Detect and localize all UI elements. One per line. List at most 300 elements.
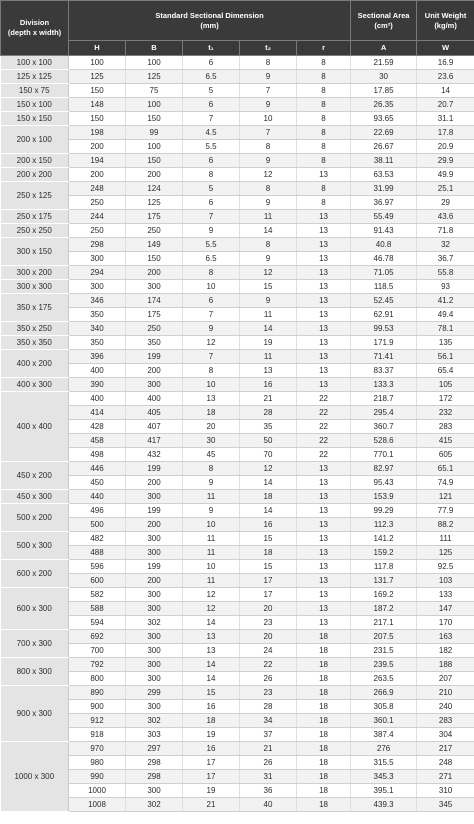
cell-h: 150 xyxy=(69,84,126,98)
cell-b: 100 xyxy=(126,140,183,154)
division-cell: 150 x 150 xyxy=(1,112,69,126)
cell-r: 13 xyxy=(297,210,351,224)
col-header-w: W xyxy=(417,41,474,56)
col-header-t2: t₂ xyxy=(240,41,297,56)
table-row xyxy=(1,210,474,224)
cell-b: 124 xyxy=(126,182,183,196)
cell-t2: 20 xyxy=(240,602,297,616)
table-row xyxy=(1,672,474,686)
cell-h: 390 xyxy=(69,378,126,392)
cell-t2: 8 xyxy=(240,140,297,154)
cell-h: 496 xyxy=(69,504,126,518)
cell-r: 13 xyxy=(297,350,351,364)
division-cell: 400 x 400 xyxy=(1,392,69,462)
cell-b: 150 xyxy=(126,252,183,266)
cell-t1: 17 xyxy=(183,756,240,770)
cell-h: 918 xyxy=(69,728,126,742)
cell-r: 13 xyxy=(297,238,351,252)
cell-t1: 7 xyxy=(183,350,240,364)
cell-a: 360.7 xyxy=(351,420,417,434)
col-header-t1: t₁ xyxy=(183,41,240,56)
cell-r: 8 xyxy=(297,154,351,168)
cell-w: 172 xyxy=(417,392,474,406)
cell-w: 77.9 xyxy=(417,504,474,518)
cell-a: 169.2 xyxy=(351,588,417,602)
cell-b: 300 xyxy=(126,672,183,686)
cell-h: 912 xyxy=(69,714,126,728)
cell-t2: 26 xyxy=(240,672,297,686)
cell-t1: 9 xyxy=(183,224,240,238)
table-row xyxy=(1,462,474,476)
cell-b: 300 xyxy=(126,700,183,714)
cell-w: 36.7 xyxy=(417,252,474,266)
cell-t1: 6 xyxy=(183,196,240,210)
cell-r: 13 xyxy=(297,490,351,504)
cell-b: 298 xyxy=(126,770,183,784)
cell-r: 22 xyxy=(297,448,351,462)
cell-t2: 15 xyxy=(240,560,297,574)
cell-b: 250 xyxy=(126,224,183,238)
division-cell: 150 x 100 xyxy=(1,98,69,112)
table-row xyxy=(1,168,474,182)
cell-b: 100 xyxy=(126,98,183,112)
cell-w: 65.1 xyxy=(417,462,474,476)
cell-h: 990 xyxy=(69,770,126,784)
cell-h: 298 xyxy=(69,238,126,252)
cell-t1: 6 xyxy=(183,154,240,168)
cell-h: 482 xyxy=(69,532,126,546)
cell-r: 13 xyxy=(297,616,351,630)
cell-a: 117.8 xyxy=(351,560,417,574)
cell-w: 65.4 xyxy=(417,364,474,378)
table-row xyxy=(1,252,474,266)
cell-r: 8 xyxy=(297,56,351,70)
cell-w: 111 xyxy=(417,532,474,546)
cell-w: 103 xyxy=(417,574,474,588)
cell-t2: 12 xyxy=(240,462,297,476)
cell-h: 458 xyxy=(69,434,126,448)
cell-t1: 8 xyxy=(183,266,240,280)
cell-a: 239.5 xyxy=(351,658,417,672)
cell-t2: 37 xyxy=(240,728,297,742)
cell-h: 446 xyxy=(69,462,126,476)
cell-h: 200 xyxy=(69,168,126,182)
cell-b: 432 xyxy=(126,448,183,462)
cell-a: 263.5 xyxy=(351,672,417,686)
col-header-h: H xyxy=(69,41,126,56)
cell-t2: 8 xyxy=(240,238,297,252)
cell-b: 199 xyxy=(126,560,183,574)
table-row xyxy=(1,546,474,560)
table-row xyxy=(1,448,474,462)
cell-a: 83.37 xyxy=(351,364,417,378)
cell-a: 62.91 xyxy=(351,308,417,322)
cell-a: 218.7 xyxy=(351,392,417,406)
table-row xyxy=(1,350,474,364)
cell-h: 800 xyxy=(69,672,126,686)
cell-w: 92.5 xyxy=(417,560,474,574)
cell-a: 91.43 xyxy=(351,224,417,238)
cell-a: 295.4 xyxy=(351,406,417,420)
cell-t2: 18 xyxy=(240,490,297,504)
table-row xyxy=(1,420,474,434)
table-row xyxy=(1,84,474,98)
cell-t2: 9 xyxy=(240,196,297,210)
cell-b: 75 xyxy=(126,84,183,98)
cell-t1: 6 xyxy=(183,294,240,308)
cell-t2: 15 xyxy=(240,280,297,294)
cell-w: 283 xyxy=(417,420,474,434)
division-cell: 150 x 75 xyxy=(1,84,69,98)
cell-b: 300 xyxy=(126,532,183,546)
table-row xyxy=(1,560,474,574)
cell-t2: 13 xyxy=(240,364,297,378)
division-cell: 350 x 250 xyxy=(1,322,69,336)
cell-t1: 19 xyxy=(183,784,240,798)
table-row xyxy=(1,70,474,84)
division-cell: 200 x 200 xyxy=(1,168,69,182)
cell-a: 36.97 xyxy=(351,196,417,210)
table-row xyxy=(1,602,474,616)
cell-t2: 24 xyxy=(240,644,297,658)
cell-b: 417 xyxy=(126,434,183,448)
cell-b: 300 xyxy=(126,378,183,392)
cell-a: 395.1 xyxy=(351,784,417,798)
cell-w: 121 xyxy=(417,490,474,504)
cell-r: 22 xyxy=(297,392,351,406)
cell-t1: 11 xyxy=(183,546,240,560)
cell-b: 150 xyxy=(126,154,183,168)
cell-t2: 50 xyxy=(240,434,297,448)
cell-r: 13 xyxy=(297,476,351,490)
cell-r: 8 xyxy=(297,126,351,140)
cell-a: 99.29 xyxy=(351,504,417,518)
cell-t1: 18 xyxy=(183,406,240,420)
cell-w: 74.9 xyxy=(417,476,474,490)
cell-r: 8 xyxy=(297,196,351,210)
table-row xyxy=(1,630,474,644)
cell-b: 350 xyxy=(126,336,183,350)
cell-t1: 6.5 xyxy=(183,70,240,84)
cell-t2: 8 xyxy=(240,182,297,196)
table-row xyxy=(1,364,474,378)
cell-b: 302 xyxy=(126,714,183,728)
division-cell: 800 x 300 xyxy=(1,658,69,686)
cell-b: 199 xyxy=(126,350,183,364)
cell-w: 283 xyxy=(417,714,474,728)
cell-t2: 19 xyxy=(240,336,297,350)
cell-w: 31.1 xyxy=(417,112,474,126)
cell-b: 200 xyxy=(126,266,183,280)
cell-h: 250 xyxy=(69,224,126,238)
cell-r: 8 xyxy=(297,140,351,154)
cell-t1: 10 xyxy=(183,378,240,392)
cell-b: 407 xyxy=(126,420,183,434)
cell-b: 200 xyxy=(126,364,183,378)
table-row xyxy=(1,336,474,350)
cell-t2: 40 xyxy=(240,798,297,812)
cell-r: 13 xyxy=(297,588,351,602)
cell-t2: 12 xyxy=(240,168,297,182)
cell-t1: 13 xyxy=(183,630,240,644)
cell-w: 170 xyxy=(417,616,474,630)
cell-r: 8 xyxy=(297,70,351,84)
cell-a: 46.78 xyxy=(351,252,417,266)
cell-t2: 9 xyxy=(240,252,297,266)
cell-b: 302 xyxy=(126,616,183,630)
cell-w: 133 xyxy=(417,588,474,602)
cell-t1: 19 xyxy=(183,728,240,742)
cell-h: 900 xyxy=(69,700,126,714)
cell-t1: 11 xyxy=(183,490,240,504)
cell-h: 400 xyxy=(69,392,126,406)
table-row xyxy=(1,238,474,252)
cell-t2: 11 xyxy=(240,210,297,224)
cell-a: 71.41 xyxy=(351,350,417,364)
cell-b: 150 xyxy=(126,112,183,126)
division-cell: 900 x 300 xyxy=(1,686,69,742)
cell-t2: 17 xyxy=(240,574,297,588)
cell-r: 18 xyxy=(297,798,351,812)
cell-t1: 14 xyxy=(183,616,240,630)
cell-w: 93 xyxy=(417,280,474,294)
cell-h: 396 xyxy=(69,350,126,364)
cell-t1: 15 xyxy=(183,686,240,700)
table-row xyxy=(1,378,474,392)
cell-h: 350 xyxy=(69,308,126,322)
cell-w: 49.4 xyxy=(417,308,474,322)
cell-a: 439.3 xyxy=(351,798,417,812)
cell-h: 200 xyxy=(69,140,126,154)
table-row xyxy=(1,224,474,238)
cell-b: 300 xyxy=(126,280,183,294)
cell-a: 17.85 xyxy=(351,84,417,98)
cell-w: 135 xyxy=(417,336,474,350)
cell-t2: 9 xyxy=(240,70,297,84)
cell-b: 125 xyxy=(126,196,183,210)
cell-t1: 5.5 xyxy=(183,238,240,252)
cell-b: 199 xyxy=(126,462,183,476)
cell-w: 17.8 xyxy=(417,126,474,140)
cell-r: 13 xyxy=(297,546,351,560)
cell-b: 302 xyxy=(126,798,183,812)
cell-r: 13 xyxy=(297,224,351,238)
cell-r: 8 xyxy=(297,98,351,112)
cell-t1: 9 xyxy=(183,322,240,336)
cell-w: 415 xyxy=(417,434,474,448)
cell-a: 30 xyxy=(351,70,417,84)
cell-w: 55.8 xyxy=(417,266,474,280)
table-row xyxy=(1,294,474,308)
cell-t2: 70 xyxy=(240,448,297,462)
cell-h: 692 xyxy=(69,630,126,644)
cell-w: 217 xyxy=(417,742,474,756)
cell-r: 18 xyxy=(297,784,351,798)
cell-r: 8 xyxy=(297,182,351,196)
table-row xyxy=(1,574,474,588)
division-cell: 300 x 150 xyxy=(1,238,69,266)
cell-t2: 16 xyxy=(240,378,297,392)
cell-w: 29 xyxy=(417,196,474,210)
cell-a: 153.9 xyxy=(351,490,417,504)
cell-a: 118.5 xyxy=(351,280,417,294)
cell-h: 596 xyxy=(69,560,126,574)
table-row xyxy=(1,406,474,420)
cell-h: 450 xyxy=(69,476,126,490)
cell-t1: 13 xyxy=(183,392,240,406)
cell-t1: 8 xyxy=(183,168,240,182)
cell-w: 232 xyxy=(417,406,474,420)
cell-t1: 8 xyxy=(183,462,240,476)
cell-w: 345 xyxy=(417,798,474,812)
cell-a: 131.7 xyxy=(351,574,417,588)
table-row xyxy=(1,742,474,756)
table-row xyxy=(1,280,474,294)
cell-r: 22 xyxy=(297,406,351,420)
table-row xyxy=(1,658,474,672)
cell-b: 199 xyxy=(126,504,183,518)
cell-r: 13 xyxy=(297,252,351,266)
cell-t1: 6 xyxy=(183,56,240,70)
cell-h: 125 xyxy=(69,70,126,84)
cell-r: 13 xyxy=(297,532,351,546)
division-cell: 600 x 200 xyxy=(1,560,69,588)
cell-a: 71.05 xyxy=(351,266,417,280)
cell-t2: 9 xyxy=(240,98,297,112)
cell-r: 18 xyxy=(297,672,351,686)
cell-t2: 20 xyxy=(240,630,297,644)
cell-h: 244 xyxy=(69,210,126,224)
cell-r: 13 xyxy=(297,504,351,518)
table-row xyxy=(1,686,474,700)
cell-t2: 21 xyxy=(240,392,297,406)
cell-t2: 7 xyxy=(240,84,297,98)
cell-t1: 6.5 xyxy=(183,252,240,266)
cell-t2: 28 xyxy=(240,406,297,420)
table-row xyxy=(1,756,474,770)
cell-r: 18 xyxy=(297,728,351,742)
table-row xyxy=(1,140,474,154)
cell-a: 345.3 xyxy=(351,770,417,784)
cell-t1: 5.5 xyxy=(183,140,240,154)
cell-r: 13 xyxy=(297,322,351,336)
division-cell: 450 x 300 xyxy=(1,490,69,504)
col-header-r: r xyxy=(297,41,351,56)
cell-w: 147 xyxy=(417,602,474,616)
cell-b: 200 xyxy=(126,476,183,490)
cell-h: 248 xyxy=(69,182,126,196)
cell-r: 13 xyxy=(297,280,351,294)
cell-t2: 23 xyxy=(240,686,297,700)
cell-h: 428 xyxy=(69,420,126,434)
table-row xyxy=(1,126,474,140)
cell-h: 890 xyxy=(69,686,126,700)
cell-h: 1000 xyxy=(69,784,126,798)
table-row xyxy=(1,322,474,336)
cell-a: 276 xyxy=(351,742,417,756)
table-row xyxy=(1,392,474,406)
cell-t2: 9 xyxy=(240,154,297,168)
division-cell: 450 x 200 xyxy=(1,462,69,490)
cell-a: 315.5 xyxy=(351,756,417,770)
cell-w: 49.9 xyxy=(417,168,474,182)
table-row xyxy=(1,518,474,532)
table-row xyxy=(1,98,474,112)
cell-b: 175 xyxy=(126,210,183,224)
cell-t2: 31 xyxy=(240,770,297,784)
division-cell: 250 x 175 xyxy=(1,210,69,224)
cell-r: 18 xyxy=(297,700,351,714)
cell-a: 99.53 xyxy=(351,322,417,336)
cell-w: 23.6 xyxy=(417,70,474,84)
cell-b: 250 xyxy=(126,322,183,336)
cell-b: 300 xyxy=(126,588,183,602)
cell-r: 13 xyxy=(297,308,351,322)
cell-h: 588 xyxy=(69,602,126,616)
cell-h: 970 xyxy=(69,742,126,756)
cell-a: 93.65 xyxy=(351,112,417,126)
cell-t1: 16 xyxy=(183,700,240,714)
cell-t1: 12 xyxy=(183,336,240,350)
cell-b: 297 xyxy=(126,742,183,756)
division-cell: 250 x 250 xyxy=(1,224,69,238)
division-cell: 500 x 300 xyxy=(1,532,69,560)
cell-r: 13 xyxy=(297,294,351,308)
cell-w: 78.1 xyxy=(417,322,474,336)
cell-t2: 8 xyxy=(240,56,297,70)
cell-r: 8 xyxy=(297,112,351,126)
division-cell: 125 x 125 xyxy=(1,70,69,84)
table-row xyxy=(1,714,474,728)
cell-w: 20.9 xyxy=(417,140,474,154)
cell-t1: 7 xyxy=(183,210,240,224)
table-row xyxy=(1,700,474,714)
cell-a: 159.2 xyxy=(351,546,417,560)
table-row xyxy=(1,490,474,504)
cell-h: 300 xyxy=(69,252,126,266)
cell-b: 300 xyxy=(126,602,183,616)
cell-w: 41.2 xyxy=(417,294,474,308)
cell-r: 18 xyxy=(297,742,351,756)
cell-w: 88.2 xyxy=(417,518,474,532)
cell-a: 82.97 xyxy=(351,462,417,476)
cell-h: 440 xyxy=(69,490,126,504)
cell-t2: 12 xyxy=(240,266,297,280)
division-cell: 350 x 350 xyxy=(1,336,69,350)
cell-t2: 11 xyxy=(240,308,297,322)
cell-t1: 14 xyxy=(183,672,240,686)
cell-r: 13 xyxy=(297,266,351,280)
cell-b: 200 xyxy=(126,168,183,182)
cell-t2: 10 xyxy=(240,112,297,126)
cell-b: 303 xyxy=(126,728,183,742)
cell-t1: 6 xyxy=(183,98,240,112)
cell-r: 13 xyxy=(297,574,351,588)
cell-t2: 14 xyxy=(240,504,297,518)
cell-r: 18 xyxy=(297,756,351,770)
cell-b: 300 xyxy=(126,644,183,658)
table-row xyxy=(1,532,474,546)
cell-w: 71.8 xyxy=(417,224,474,238)
table-row xyxy=(1,476,474,490)
cell-w: 105 xyxy=(417,378,474,392)
division-cell: 1000 x 300 xyxy=(1,742,69,812)
cell-h: 400 xyxy=(69,364,126,378)
cell-t2: 18 xyxy=(240,546,297,560)
cell-r: 13 xyxy=(297,336,351,350)
cell-r: 18 xyxy=(297,658,351,672)
cell-h: 488 xyxy=(69,546,126,560)
